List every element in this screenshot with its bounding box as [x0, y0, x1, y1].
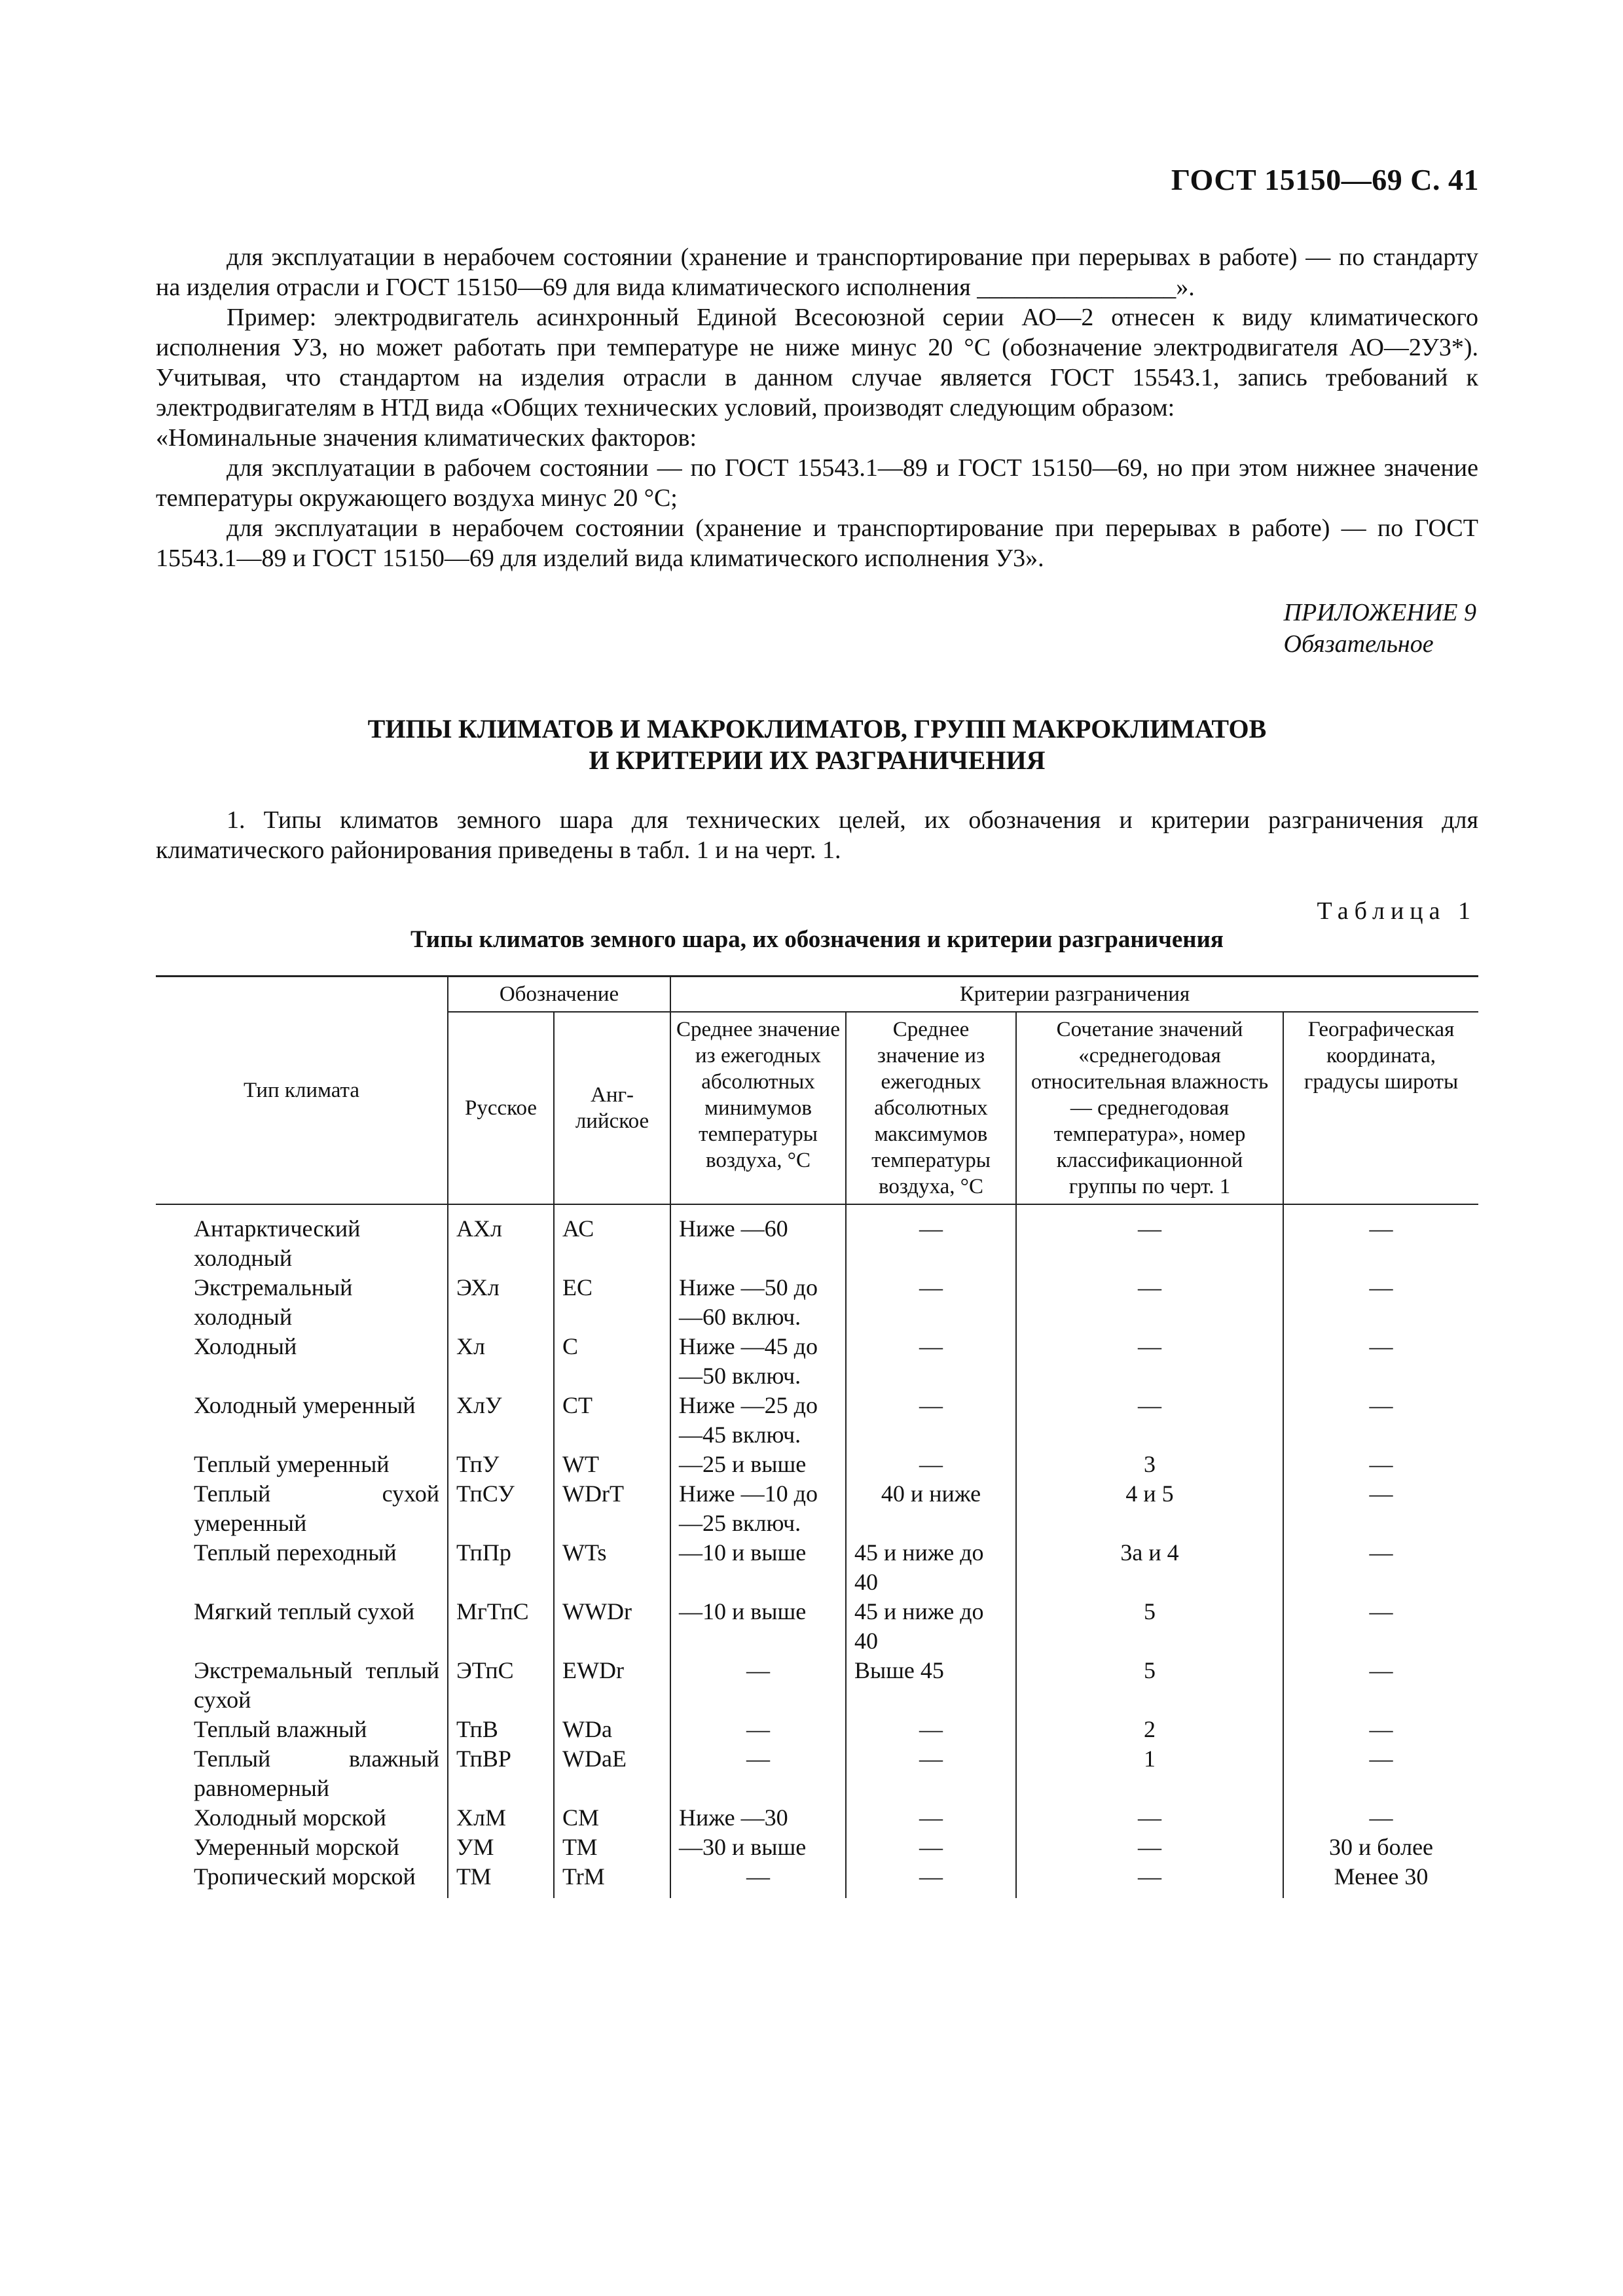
- cell-min-temp: Ниже —10 до —25 включ.: [670, 1479, 846, 1538]
- cell-min-temp: —30 и выше: [670, 1833, 846, 1862]
- cell-max-temp: —: [846, 1715, 1016, 1744]
- intro-paragraph: для эксплуатации в нерабочем состоянии (хранение и транспортирование при перерывах в работе) — по ГОСТ 15543.1—89 и ГОСТ 15150—69 для изделий вида климатического исполнения У3».: [156, 514, 1478, 572]
- cell-max-temp: —: [846, 1332, 1016, 1391]
- cell-group: —: [1016, 1803, 1283, 1833]
- cell-climate-type: Теплый влажный: [194, 1716, 367, 1742]
- cell-climate-type: Антарктический холодный: [194, 1215, 361, 1271]
- cell-ru-code: Хл: [448, 1332, 554, 1391]
- table-row: [156, 1479, 1478, 1538]
- cell-group: 1: [1016, 1744, 1283, 1803]
- table-row: [156, 1744, 1478, 1803]
- cell-max-temp: 45 и ниже до 40: [846, 1538, 1016, 1597]
- cell-climate-type: Холодный умеренный: [194, 1392, 416, 1418]
- table-row: [156, 1833, 1478, 1862]
- cell-en-code: WT: [554, 1450, 670, 1479]
- cell-ru-code: ТпВ: [448, 1715, 554, 1744]
- section-title-line: ТИПЫ КЛИМАТОВ И МАКРОКЛИМАТОВ, ГРУПП МАКРОКЛИМАТОВ: [367, 714, 1267, 744]
- cell-max-temp: Выше 45: [846, 1656, 1016, 1715]
- cell-group: 4 и 5: [1016, 1479, 1283, 1538]
- header-humidity-combo: Сочетание значений «среднегодовая относительная влажность — среднегодовая температура», номер классификационной группы по черт. 1: [1016, 1012, 1283, 1204]
- header-max-temp: Среднее значение из ежегодных абсолютных максимумов температуры воздуха, °С: [846, 1012, 1016, 1204]
- table-row: [156, 1332, 1478, 1391]
- table-row: [156, 1715, 1478, 1744]
- cell-latitude: Менее 30: [1283, 1862, 1478, 1898]
- cell-max-temp: 40 и ниже: [846, 1479, 1016, 1538]
- table-row: [156, 1273, 1478, 1332]
- appendix-number: ПРИЛОЖЕНИЕ 9: [1283, 599, 1476, 626]
- cell-climate-type: Мягкий теплый сухой: [194, 1598, 415, 1624]
- cell-en-code: СТ: [554, 1391, 670, 1450]
- cell-en-code: С: [554, 1332, 670, 1391]
- cell-en-code: TrM: [554, 1862, 670, 1898]
- table-row: [156, 1204, 1478, 1273]
- appendix-label: [1284, 597, 1476, 660]
- cell-max-temp: —: [846, 1833, 1016, 1862]
- cell-en-code: ЕС: [554, 1273, 670, 1332]
- cell-group: —: [1016, 1391, 1283, 1450]
- cell-max-temp: 45 и ниже до 40: [846, 1597, 1016, 1656]
- intro-paragraph: для эксплуатации в рабочем состоянии — по ГОСТ 15543.1—89 и ГОСТ 15150—69, но при этом нижнее значение температуры окружающего воздуха минус 20 °С;: [156, 454, 1478, 512]
- cell-ru-code: ТпУ: [448, 1450, 554, 1479]
- cell-climate-type: Холодный: [194, 1333, 297, 1359]
- cell-latitude: —: [1283, 1204, 1478, 1273]
- cell-climate-type: Умеренный морской: [194, 1834, 399, 1860]
- table-label: Таблица 1: [1317, 897, 1476, 925]
- cell-ru-code: ЭТпС: [448, 1656, 554, 1715]
- cell-max-temp: —: [846, 1744, 1016, 1803]
- cell-en-code: WDa: [554, 1715, 670, 1744]
- cell-group: 5: [1016, 1597, 1283, 1656]
- cell-min-temp: Ниже —25 до —45 включ.: [670, 1391, 846, 1450]
- cell-ru-code: ХлУ: [448, 1391, 554, 1450]
- cell-latitude: —: [1283, 1744, 1478, 1803]
- page-header: ГОСТ 15150—69 С. 41: [1171, 163, 1479, 196]
- cell-max-temp: —: [846, 1450, 1016, 1479]
- table-row: [156, 1862, 1478, 1898]
- cell-max-temp: —: [846, 1204, 1016, 1273]
- table-row: [156, 1450, 1478, 1479]
- cell-en-code: WTs: [554, 1538, 670, 1597]
- cell-group: —: [1016, 1862, 1283, 1898]
- cell-latitude: —: [1283, 1597, 1478, 1656]
- cell-latitude: —: [1283, 1538, 1478, 1597]
- cell-latitude: —: [1283, 1273, 1478, 1332]
- table-row: [156, 1538, 1478, 1597]
- climate-types-table: [156, 975, 1478, 1898]
- cell-latitude: —: [1283, 1450, 1478, 1479]
- cell-ru-code: ЭХл: [448, 1273, 554, 1332]
- cell-min-temp: —: [670, 1862, 846, 1898]
- cell-en-code: СМ: [554, 1803, 670, 1833]
- cell-en-code: WDaE: [554, 1744, 670, 1803]
- cell-group: —: [1016, 1332, 1283, 1391]
- cell-en-code: АС: [554, 1204, 670, 1273]
- table-row: [156, 1597, 1478, 1656]
- section-title: [156, 713, 1478, 776]
- cell-ru-code: ТпПр: [448, 1538, 554, 1597]
- cell-en-code: EWDr: [554, 1656, 670, 1715]
- intro-text: [156, 242, 1478, 573]
- cell-latitude: 30 и более: [1283, 1833, 1478, 1862]
- intro-paragraph: «Номинальные значения климатических факторов:: [156, 424, 697, 452]
- cell-group: 5: [1016, 1656, 1283, 1715]
- cell-group: —: [1016, 1833, 1283, 1862]
- cell-latitude: —: [1283, 1656, 1478, 1715]
- cell-climate-type: Холодный морской: [194, 1804, 386, 1831]
- cell-latitude: —: [1283, 1332, 1478, 1391]
- cell-ru-code: ХлМ: [448, 1803, 554, 1833]
- intro-paragraph: Пример: электродвигатель асинхронный Единой Всесоюзной серии АО—2 отнесен к виду климатического исполнения У3, но может работать при температуре не ниже минус 20 °С (обозначение электродвигателя АО—2У3*). Учитывая, что стандартом на изделия отрасли в данном случае является ГОСТ 15543.1, запись требований к электродвигателям в НТД вида «Общих технических условий, производят следующим образом:: [156, 304, 1478, 422]
- section-title-line: И КРИТЕРИИ ИХ РАЗГРАНИЧЕНИЯ: [589, 745, 1046, 775]
- cell-en-code: ТМ: [554, 1833, 670, 1862]
- cell-min-temp: —: [670, 1656, 846, 1715]
- cell-climate-type: Теплый переходный: [194, 1539, 397, 1566]
- header-climate-type: Тип климата: [156, 977, 448, 1205]
- section-paragraph: 1. Типы климатов земного шара для технических целей, их обозначения и критерии разграничения для климатического районирования приведены в табл. 1 и на черт. 1.: [156, 806, 1478, 864]
- header-min-temp: Среднее значение из ежегодных абсолютных минимумов температуры воздуха, °С: [670, 1012, 846, 1204]
- cell-ru-code: ТпВР: [448, 1744, 554, 1803]
- cell-group: —: [1016, 1204, 1283, 1273]
- cell-min-temp: Ниже —30: [670, 1803, 846, 1833]
- cell-min-temp: —10 и выше: [670, 1597, 846, 1656]
- cell-latitude: —: [1283, 1479, 1478, 1538]
- cell-ru-code: ТпСУ: [448, 1479, 554, 1538]
- cell-min-temp: Ниже —45 до —50 включ.: [670, 1332, 846, 1391]
- cell-group: 3: [1016, 1450, 1283, 1479]
- table-row: [156, 1656, 1478, 1715]
- table-row: [156, 1803, 1478, 1833]
- cell-group: —: [1016, 1273, 1283, 1332]
- cell-climate-type: Экстремальный холодный: [194, 1274, 353, 1330]
- cell-ru-code: АХл: [448, 1204, 554, 1273]
- cell-latitude: —: [1283, 1391, 1478, 1450]
- cell-climate-type: Экстремальный теплый сухой: [194, 1657, 439, 1713]
- cell-ru-code: МгТпС: [448, 1597, 554, 1656]
- cell-latitude: —: [1283, 1803, 1478, 1833]
- cell-max-temp: —: [846, 1273, 1016, 1332]
- table-row: [156, 1391, 1478, 1450]
- cell-group: 2: [1016, 1715, 1283, 1744]
- cell-climate-type: Теплый сухой умеренный: [194, 1480, 439, 1536]
- header-latitude: Географическая координата, градусы широты: [1283, 1012, 1478, 1204]
- cell-climate-type: Теплый влажный равномерный: [194, 1746, 439, 1801]
- cell-climate-type: Теплый умеренный: [194, 1451, 390, 1477]
- header-english: Анг-лийское: [554, 1012, 670, 1204]
- cell-climate-type: Тропический морской: [194, 1863, 416, 1890]
- header-criteria: Критерии разграничения: [670, 977, 1478, 1013]
- appendix-status: Обязательное: [1283, 630, 1434, 658]
- cell-en-code: WWDr: [554, 1597, 670, 1656]
- table-title: Типы климатов земного шара, их обозначения и критерии разграничения: [410, 926, 1224, 953]
- cell-min-temp: Ниже —50 до —60 включ.: [670, 1273, 846, 1332]
- cell-ru-code: УМ: [448, 1833, 554, 1862]
- cell-min-temp: —10 и выше: [670, 1538, 846, 1597]
- header-designation: Обозначение: [448, 977, 670, 1013]
- cell-min-temp: —: [670, 1715, 846, 1744]
- cell-group: 3а и 4: [1016, 1538, 1283, 1597]
- cell-max-temp: —: [846, 1862, 1016, 1898]
- cell-max-temp: —: [846, 1391, 1016, 1450]
- cell-min-temp: Ниже —60: [670, 1204, 846, 1273]
- cell-latitude: —: [1283, 1715, 1478, 1744]
- header-russian: Русское: [448, 1012, 554, 1204]
- intro-paragraph: для эксплуатации в нерабочем состоянии (хранение и транспортирование при перерывах в работе) — по стандарту на изделия отрасли и ГОСТ 15150—69 для вида климатического исполнения ________________».: [156, 243, 1478, 301]
- cell-min-temp: —: [670, 1744, 846, 1803]
- cell-ru-code: ТМ: [448, 1862, 554, 1898]
- cell-en-code: WDrT: [554, 1479, 670, 1538]
- cell-max-temp: —: [846, 1803, 1016, 1833]
- cell-min-temp: —25 и выше: [670, 1450, 846, 1479]
